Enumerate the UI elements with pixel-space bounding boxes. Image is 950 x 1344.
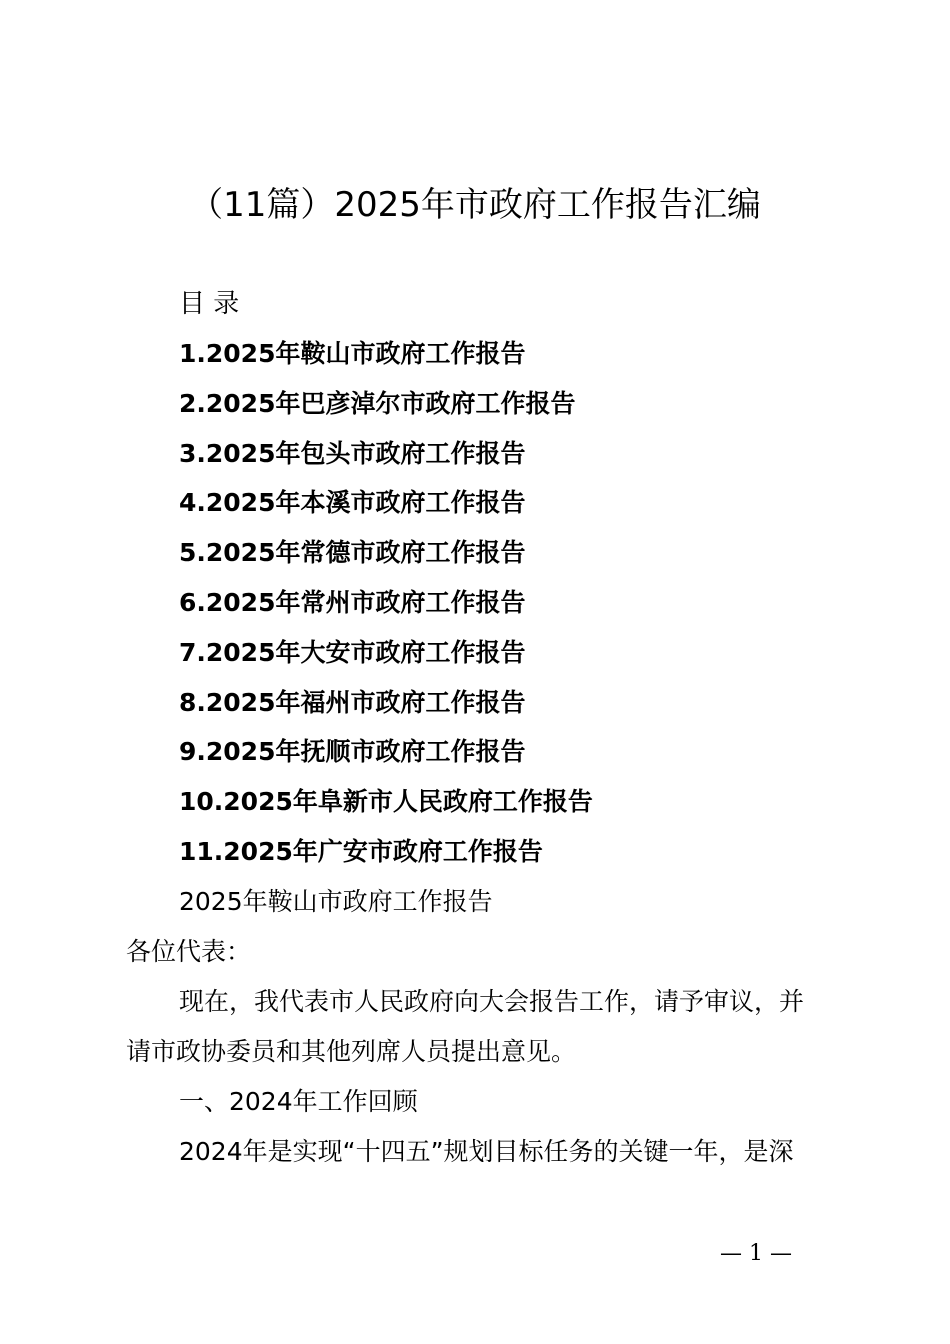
toc-item-4[interactable]: 4.2025年本溪市政府工作报告	[179, 488, 526, 518]
paragraph-1-line-2: 请市政协委员和其他列席人员提出意见。	[126, 1037, 577, 1066]
toc-heading: 目 录	[179, 289, 240, 319]
toc-item-11[interactable]: 11.2025年广安市政府工作报告	[179, 836, 543, 866]
toc-item-7[interactable]: 7.2025年大安市政府工作报告	[179, 637, 526, 667]
document-title: （11篇）2025年市政府工作报告汇编	[189, 185, 761, 225]
toc-item-3[interactable]: 3.2025年包头市政府工作报告	[179, 438, 526, 468]
toc-item-2[interactable]: 2.2025年巴彦淖尔市政府工作报告	[179, 388, 576, 418]
paragraph-2-line-1: 2024年是实现“十四五”规划目标任务的关键一年，是深	[179, 1137, 794, 1166]
toc-item-10[interactable]: 10.2025年阜新市人民政府工作报告	[179, 787, 593, 817]
toc-item-1[interactable]: 1.2025年鞍山市政府工作报告	[179, 339, 526, 368]
salutation: 各位代表：	[126, 937, 252, 966]
heading-work-review: 一、2024年工作回顾	[179, 1087, 418, 1116]
toc-item-9[interactable]: 9.2025年抚顺市政府工作报告	[179, 737, 526, 767]
paragraph-1-line-1: 现在，我代表市人民政府向大会报告工作，请予审议，并	[179, 987, 805, 1016]
toc-item-8[interactable]: 8.2025年福州市政府工作报告	[179, 687, 526, 717]
page-number: — 1 —	[720, 1241, 792, 1266]
toc-item-6[interactable]: 6.2025年常州市政府工作报告	[179, 587, 526, 617]
toc-item-5[interactable]: 5.2025年常德市政府工作报告	[179, 538, 526, 568]
table-of-contents	[179, 334, 593, 882]
section-title: 2025年鞍山市政府工作报告	[179, 887, 493, 916]
